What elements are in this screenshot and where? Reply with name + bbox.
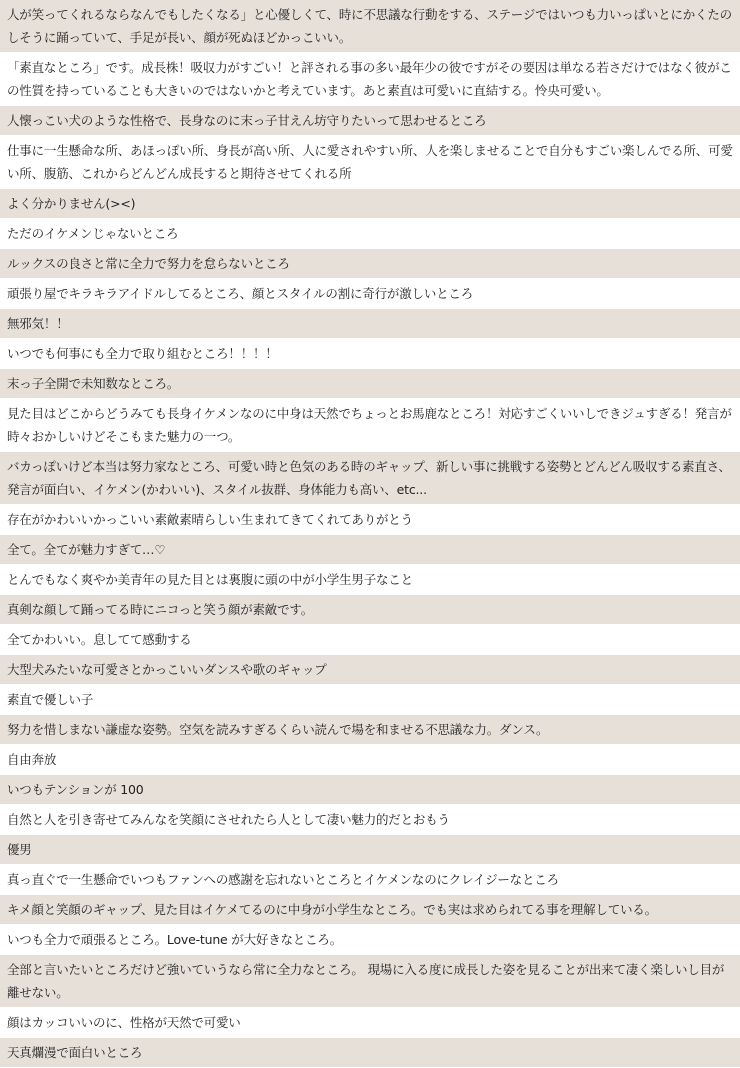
response-row: キメ顔と笑顔のギャップ、見た目はイケメてるのに中身が小学生なところ。でも実は求められてる事を理解している。	[0, 895, 740, 925]
response-row: 天真爛漫で面白いところ	[0, 1038, 740, 1068]
response-row: 全て。全てが魅力すぎて…♡	[0, 535, 740, 565]
response-row: 人が笑ってくれるならなんでもしたくなる」と心優しくて、時に不思議な行動をする、ステージではいつも力いっぱいとにかくたのしそうに踊っていて、手足が長い、顔が死ぬほどかっこいい。	[0, 0, 740, 53]
response-row: 真剣な顔して踊ってる時にニコっと笑う顔が素敵です。	[0, 595, 740, 625]
response-row: 仕事に一生懸命な所、あほっぽい所、身長が高い所、人に愛されやすい所、人を楽しませることで自分もすごい楽しんでる所、可愛い所、腹筋、これからどんどん成長すると期待させてくれる所	[0, 136, 740, 189]
response-row: 素直で優しい子	[0, 685, 740, 715]
response-row: 自由奔放	[0, 745, 740, 775]
response-row: いつでも何事にも全力で取り組むところ！！！！	[0, 339, 740, 369]
response-row: いつもテンションが 100	[0, 775, 740, 805]
response-row: とんでもなく爽やか美青年の見た目とは裏腹に頭の中が小学生男子なこと	[0, 565, 740, 595]
response-row: 顔はカッコいいのに、性格が天然で可愛い	[0, 1008, 740, 1038]
response-row: 全部と言いたいところだけど強いていうなら常に全力なところ。 現場に入る度に成長した姿を見ることが出来て凄く楽しいし目が離せない。	[0, 955, 740, 1008]
response-row: 頑張り屋でキラキラアイドルしてるところ、顔とスタイルの割に奇行が激しいところ	[0, 279, 740, 309]
response-row: 大型犬みたいな可愛さとかっこいいダンスや歌のギャップ	[0, 655, 740, 685]
response-row: 見た目はどこからどうみても長身イケメンなのに中身は天然でちょっとお馬鹿なところ！対応すごくいいしできジュすぎる！発言が時々おかしいけどそこもまた魅力の一つ。	[0, 399, 740, 452]
response-row: ただのイケメンじゃないところ	[0, 219, 740, 249]
response-row: 人懐っこい犬のような性格で、長身なのに末っ子甘えん坊守りたいって思わせるところ	[0, 106, 740, 136]
response-row: 無邪気！！	[0, 309, 740, 339]
response-row: 全てかわいい。息してて感動する	[0, 625, 740, 655]
response-row: 自然と人を引き寄せてみんなを笑顔にさせれたら人として凄い魅力的だとおもう	[0, 805, 740, 835]
response-row: ルックスの良さと常に全力で努力を怠らないところ	[0, 249, 740, 279]
response-row: 「素直なところ」です。成長株！吸収力がすごい！と評される事の多い最年少の彼ですがその要因は単なる若さだけではなく彼がこの性質を持っていることも大きいのではないかと考えています。あと素直は可愛いに直結する。怜央可愛い。	[0, 53, 740, 106]
response-row: よく分かりません(><)	[0, 189, 740, 219]
response-row: 末っ子全開で未知数なところ。	[0, 369, 740, 399]
response-row: バカっぽいけど本当は努力家なところ、可愛い時と色気のある時のギャップ、新しい事に挑戦する姿勢とどんどん吸収する素直さ、発言が面白い、イケメン(かわいい)、スタイル抜群、身体能力も高い、etc...	[0, 452, 740, 505]
response-row: 存在がかわいいかっこいい素敵素晴らしい生まれてきてくれてありがとう	[0, 505, 740, 535]
response-row: 優男	[0, 835, 740, 865]
response-row: 真っ直ぐで一生懸命でいつもファンへの感謝を忘れないところとイケメンなのにクレイジーなところ	[0, 865, 740, 895]
response-row: 努力を惜しまない謙虚な姿勢。空気を読みすぎるくらい読んで場を和ませる不思議な力。ダンス。	[0, 715, 740, 745]
response-row: いつも全力で頑張るところ。Love-tune が大好きなところ。	[0, 925, 740, 955]
